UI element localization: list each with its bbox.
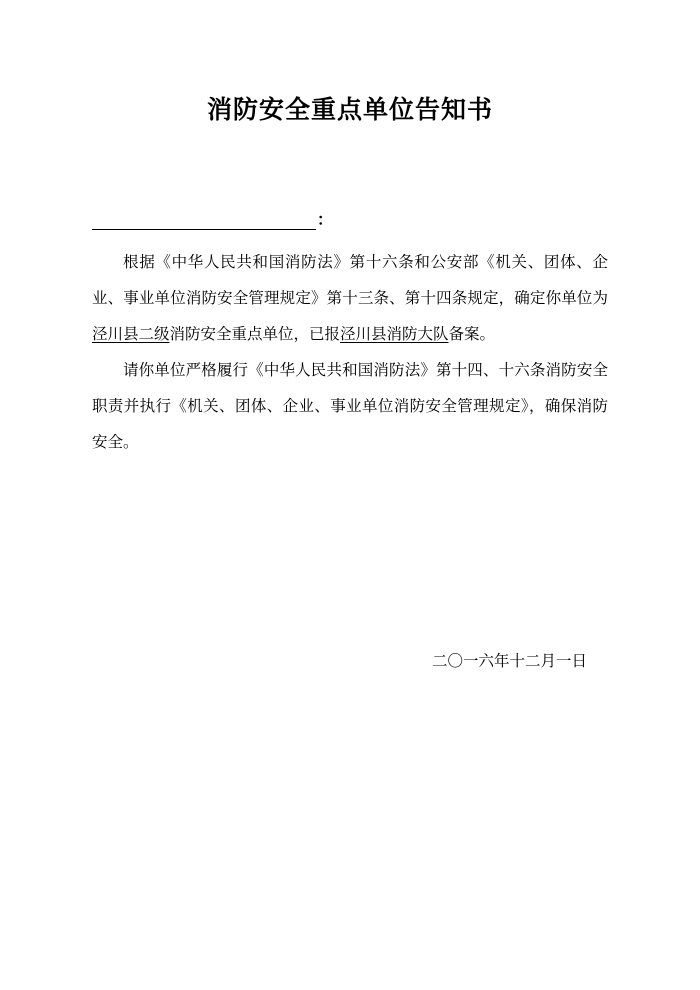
paragraph-1-text-b: 消防安全重点单位，已报 <box>169 325 341 343</box>
document-title: 消防安全重点单位告知书 <box>206 95 493 124</box>
filing-agency-underlined: 泾川县消防大队 <box>340 325 449 343</box>
notice-paragraph-1 <box>92 244 608 352</box>
addressee-underline <box>92 211 316 230</box>
unit-level-underlined: 泾川县二级 <box>92 325 170 343</box>
issue-date: 二〇一六年十二月一日 <box>432 652 588 670</box>
addressee-colon: ： <box>317 210 334 229</box>
paragraph-1-text-a: 根据《中华人民共和国消防法》第十六条和公安部《机关、团体、企业、事业单位消防安全管理规定》第十三条、第十四条规定，确定你单位为 <box>92 253 608 307</box>
notice-paragraph-2: 请你单位严格履行《中华人民共和国消防法》第十四、十六条消防安全职责并执行《机关、团体、企业、事业单位消防安全管理规定》，确保消防安全。 <box>92 361 608 451</box>
addressee-blank <box>92 206 333 230</box>
paragraph-1-text-c: 备案。 <box>448 325 496 343</box>
